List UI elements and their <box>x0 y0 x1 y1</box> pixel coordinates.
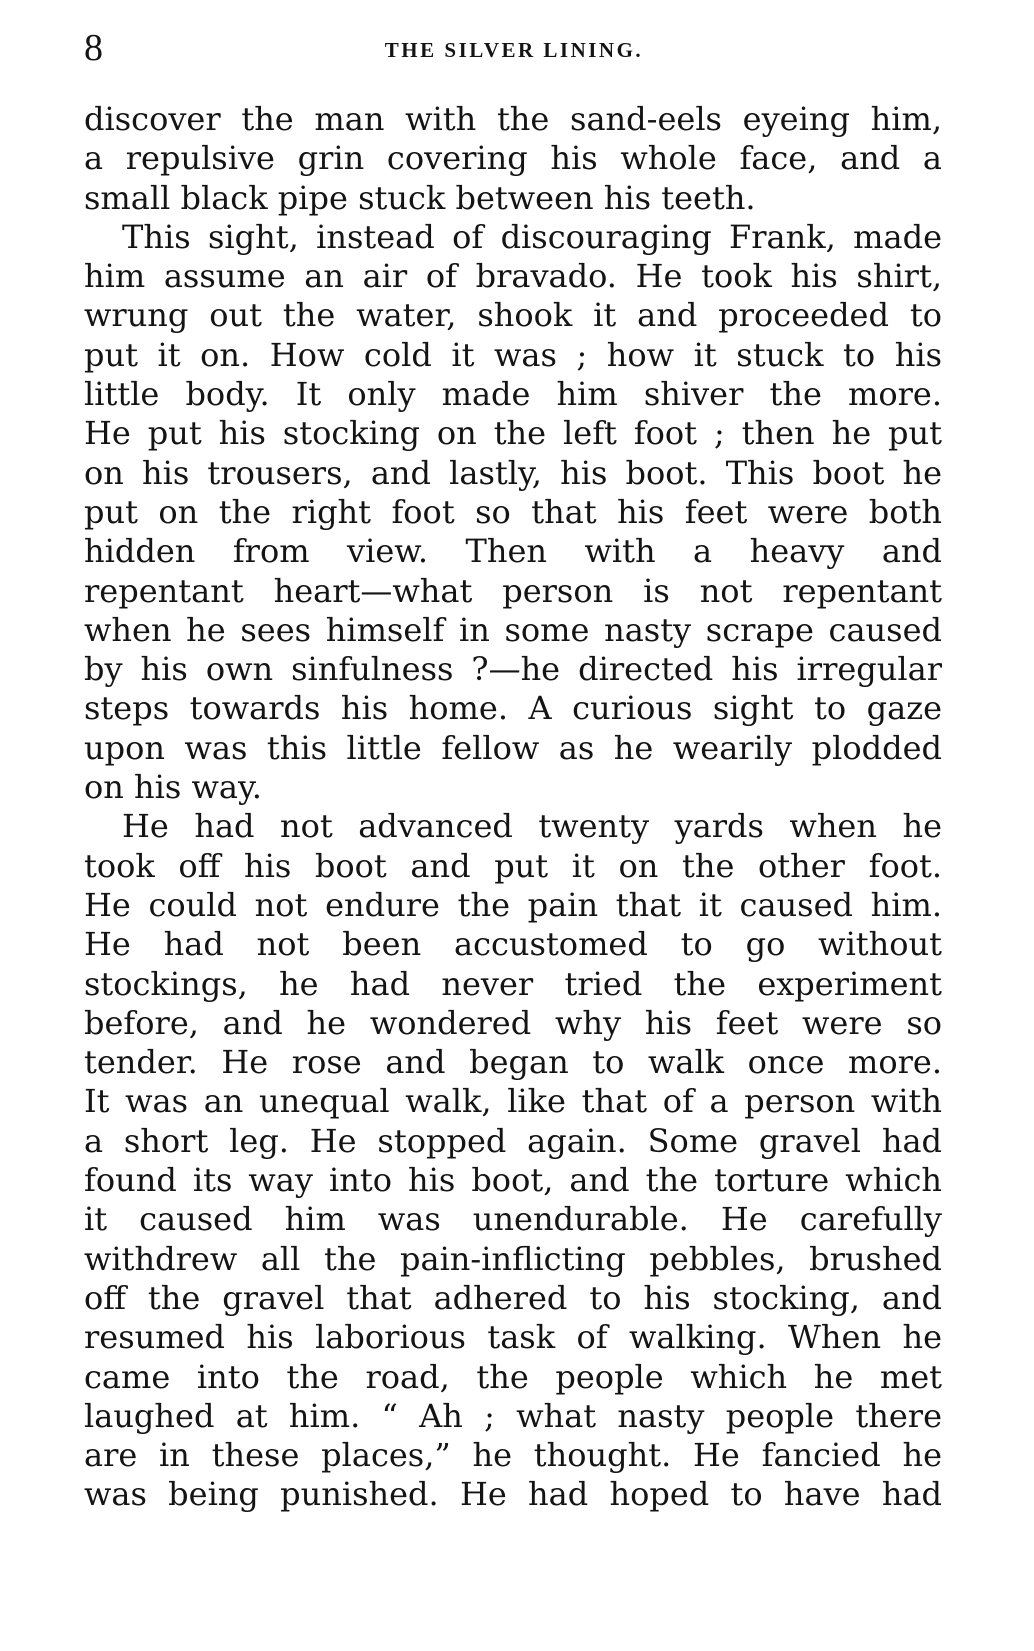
text-line: found its way into his boot, and the torture which <box>84 1161 942 1200</box>
text-line: little body. It only made him shiver the more. <box>84 375 942 414</box>
body-text <box>84 100 942 1515</box>
text-line: hidden from view. Then with a heavy and <box>84 532 942 571</box>
text-line: on his trousers, and lastly, his boot. This boot he <box>84 453 942 492</box>
text-line: upon was this little fellow as he wearily plodded <box>84 728 942 767</box>
text-line: He put his stocking on the left foot ; then he put <box>84 414 942 453</box>
text-line: a repulsive grin covering his whole face, and a <box>84 139 942 178</box>
page-number: 8 <box>84 27 103 69</box>
running-head <box>84 26 944 70</box>
text-line: tender. He rose and began to walk once more. <box>84 1043 942 1082</box>
text-line: are in these places,” he thought. He fancied he <box>84 1436 942 1475</box>
text-line: a short leg. He stopped again. Some gravel had <box>84 1121 942 1160</box>
text-line: off the gravel that adhered to his stocking, and <box>84 1278 942 1317</box>
text-line: steps towards his home. A curious sight to gaze <box>84 689 942 728</box>
text-line: when he sees himself in some nasty scrape caused <box>84 610 942 649</box>
text-line: discover the man with the sand-eels eyeing him, <box>84 100 942 138</box>
text-line: put it on. How cold it was ; how it stuck to his <box>84 335 942 374</box>
paragraph-first-line: He had not advanced twenty yards when he <box>122 807 942 846</box>
text-line: on his way. <box>84 768 262 807</box>
text-line: was being punished. He had hoped to have had <box>84 1475 942 1514</box>
text-line: before, and he wondered why his feet were so <box>84 1003 942 1042</box>
running-title: THE SILVER LINING. <box>384 38 644 62</box>
text-line: him assume an air of bravado. He took his shirt, <box>84 257 942 296</box>
text-line: put on the right foot so that his feet were both <box>84 492 942 531</box>
text-line: wrung out the water, shook it and proceeded to <box>84 296 942 335</box>
paragraph-first-line: This sight, instead of discouraging Frank, made <box>122 217 942 256</box>
text-line: laughed at him. “ Ah ; what nasty people there <box>84 1396 942 1435</box>
text-line: by his own sinfulness ?—he directed his irregular <box>84 650 942 689</box>
text-line: small black pipe stuck between his teeth. <box>84 178 756 217</box>
text-line: resumed his laborious task of walking. When he <box>84 1318 942 1357</box>
text-line: withdrew all the pain-inflicting pebbles, brushed <box>84 1239 942 1278</box>
text-line: it caused him was unendurable. He carefully <box>84 1200 942 1239</box>
text-line: It was an unequal walk, like that of a person with <box>84 1082 942 1121</box>
text-line: He had not been accustomed to go without <box>84 925 942 964</box>
text-line: repentant heart—what person is not repentant <box>84 571 942 610</box>
text-line: took off his boot and put it on the other foot. <box>84 846 942 885</box>
text-line: came into the road, the people which he met <box>84 1357 942 1396</box>
text-line: He could not endure the pain that it caused him. <box>84 885 942 924</box>
text-line: stockings, he had never tried the experiment <box>84 964 942 1003</box>
